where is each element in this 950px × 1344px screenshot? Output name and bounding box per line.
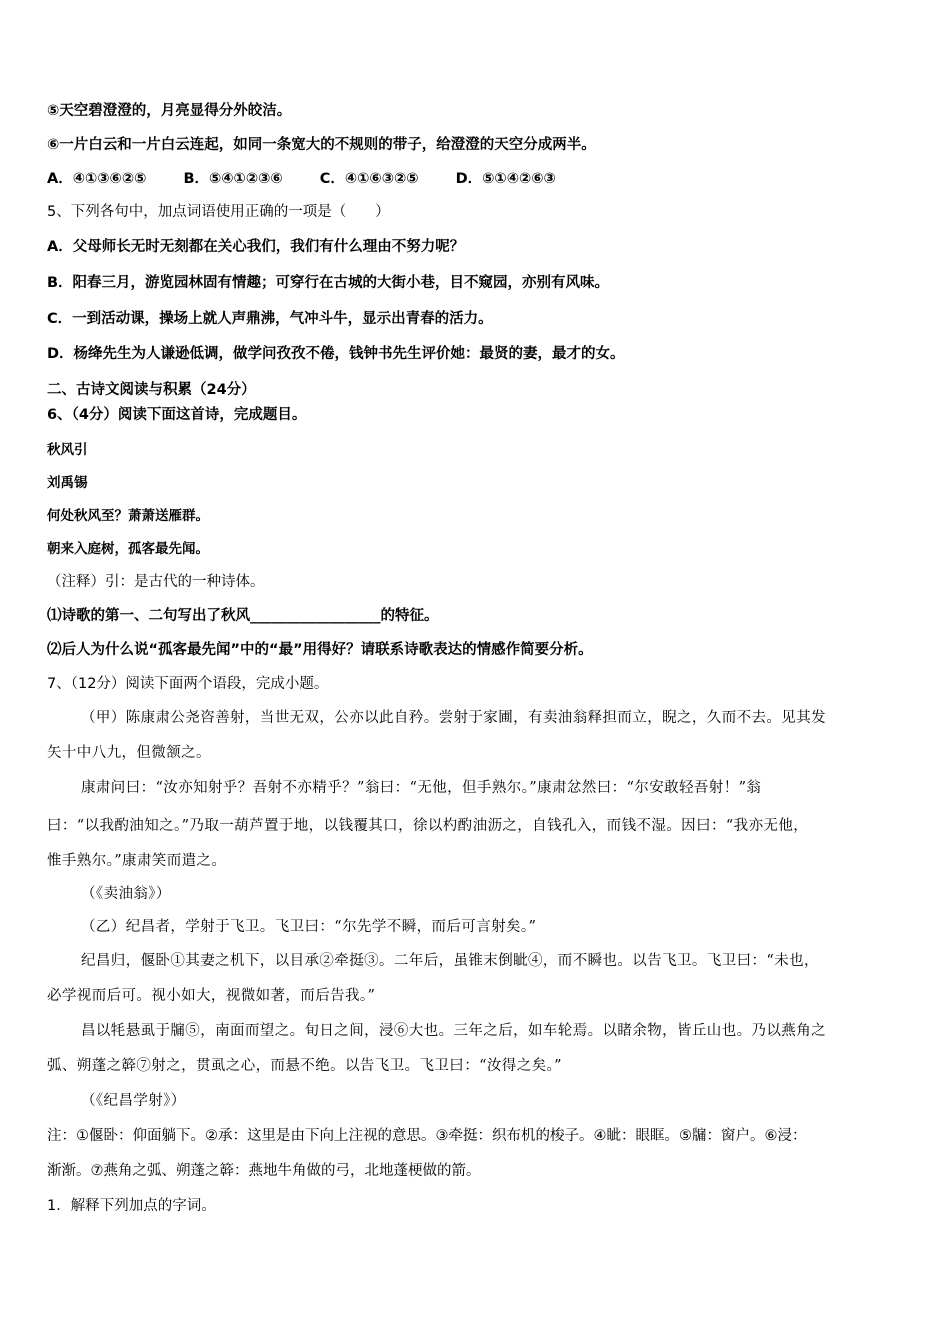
q5-option-b: B．阳春三月，游览园林固有情趣；可穿行在古城的大街小巷，目不窥园，亦别有风味。 xyxy=(47,275,610,291)
passage-yi-p1: （乙）纪昌者，学射于飞卫。飞卫曰：“尔先学不瞬，而后可言射矣。” xyxy=(81,919,537,935)
passage-yi-source: （《纪昌学射》） xyxy=(81,1093,186,1109)
passage-jia-p2-line2: 曰：“以我酌油知之。”乃取一葫芦置于地，以钱覆其口，徐以杓酌油沥之，自钱孔入，而钱不湿。因曰：“我亦无他， xyxy=(47,818,809,834)
passage-jia-p1-line1: （甲）陈康肃公尧咨善射，当世无双，公亦以此自矜。尝射于家圃，有卖油翁释担而立，睨之，久而不去。见其发 xyxy=(81,710,826,726)
q5-option-d: D．杨绛先生为人谦逊低调，做学问孜孜不倦，钱钟书先生评价她：最贤的妻，最才的女。 xyxy=(47,346,625,362)
passage-jia-p1-line2: 矢十中八九，但微颔之。 xyxy=(47,745,211,761)
q4-option-d: D．⑤①④②⑥③ xyxy=(455,171,556,187)
passage-jia-p2-line3: 惟手熟尔。”康肃笑而遣之。 xyxy=(47,853,227,869)
passage-notes-line1: 注：①偃卧：仰面躺下。②承：这里是由下向上注视的意思。③牵挺：织布机的梭子。④眦：眼眶。⑤牖：窗户。⑥浸： xyxy=(47,1128,807,1144)
q4-option-a: A．④①③⑥②⑤ xyxy=(47,171,147,187)
q6-sub-1-prefix: ⑴诗歌的第一、二句写出了秋风 xyxy=(47,608,250,624)
passage-notes-line2: 渐渐。⑦燕角之弧、朔蓬之簳：燕地牛角做的弓，北地蓬梗做的箭。 xyxy=(47,1163,481,1179)
poem-note: （注释）引：是古代的一种诗体。 xyxy=(47,574,265,590)
q6-sub-2: ⑵后人为什么说“孤客最先闻”中的“最”用得好？请联系诗歌表达的情感作简要分析。 xyxy=(47,642,593,658)
q4-item-6: ⑥一片白云和一片白云连起，如同一条宽大的不规则的带子，给澄澄的天空分成两半。 xyxy=(47,137,596,153)
poem-author: 刘禹锡 xyxy=(47,475,88,491)
passage-yi-p3-line1: 昌以牦悬虱于牖⑤，南面而望之。旬日之间，浸⑥大也。三年之后，如车轮焉。以睹余物，皆丘山也。乃以燕角之 xyxy=(81,1023,826,1039)
q6-stem: 6、（4分）阅读下面这首诗，完成题目。 xyxy=(47,407,307,423)
q6-sub-1 xyxy=(47,606,910,626)
q7-stem: 7、（12分）阅读下面两个语段，完成小题。 xyxy=(47,676,329,692)
q5-option-a: A．父母师长无时无刻都在关心我们，我们有什么理由不努力呢？ xyxy=(47,239,465,255)
q5-stem: 5、下列各句中，加点词语使用正确的一项是（ ） xyxy=(47,204,390,220)
q5-option-c: C．一到活动课，操场上就人声鼎沸，气冲斗牛，显示出青春的活力。 xyxy=(47,311,493,327)
passage-yi-p2-line1: 纪昌归，偃卧①其妻之机下，以目承②牵挺③。二年后，虽锥末倒眦④，而不瞬也。以告飞卫。飞卫曰：“未也， xyxy=(81,953,819,969)
q7-sub-1: 1．解释下列加点的字词。 xyxy=(47,1198,216,1214)
passage-yi-p2-line2: 必学视而后可。视小如大，视微如著，而后告我。” xyxy=(47,988,376,1004)
answer-blank: __________________ xyxy=(250,608,381,624)
q6-sub-1-suffix: 的特征。 xyxy=(380,608,439,624)
passage-jia-source: （《卖油翁》） xyxy=(81,886,171,902)
q4-options xyxy=(47,169,910,189)
section-heading: 二、古诗文阅读与积累（24分） xyxy=(47,382,256,398)
passage-jia-p2-line1: 康肃问曰：“汝亦知射乎？吾射不亦精乎？”翁曰：“无他，但手熟尔。”康肃忿然曰：“尔安敢轻吾射！”翁 xyxy=(81,780,762,796)
q4-item-5: ⑤天空碧澄澄的，月亮显得分外皎洁。 xyxy=(47,103,292,119)
passage-yi-p3-line2: 弧、朔蓬之簳⑦射之，贯虱之心，而悬不绝。以告飞卫。飞卫曰：“汝得之矣。” xyxy=(47,1058,562,1074)
poem-title: 秋风引 xyxy=(47,442,88,458)
q4-option-c: C．④①⑥③②⑤ xyxy=(319,171,419,187)
q4-option-b: B．⑤④①②③⑥ xyxy=(183,171,283,187)
poem-line-2: 朝来入庭树，孤客最先闻。 xyxy=(47,541,209,557)
poem-line-1: 何处秋风至？萧萧送雁群。 xyxy=(47,508,209,524)
